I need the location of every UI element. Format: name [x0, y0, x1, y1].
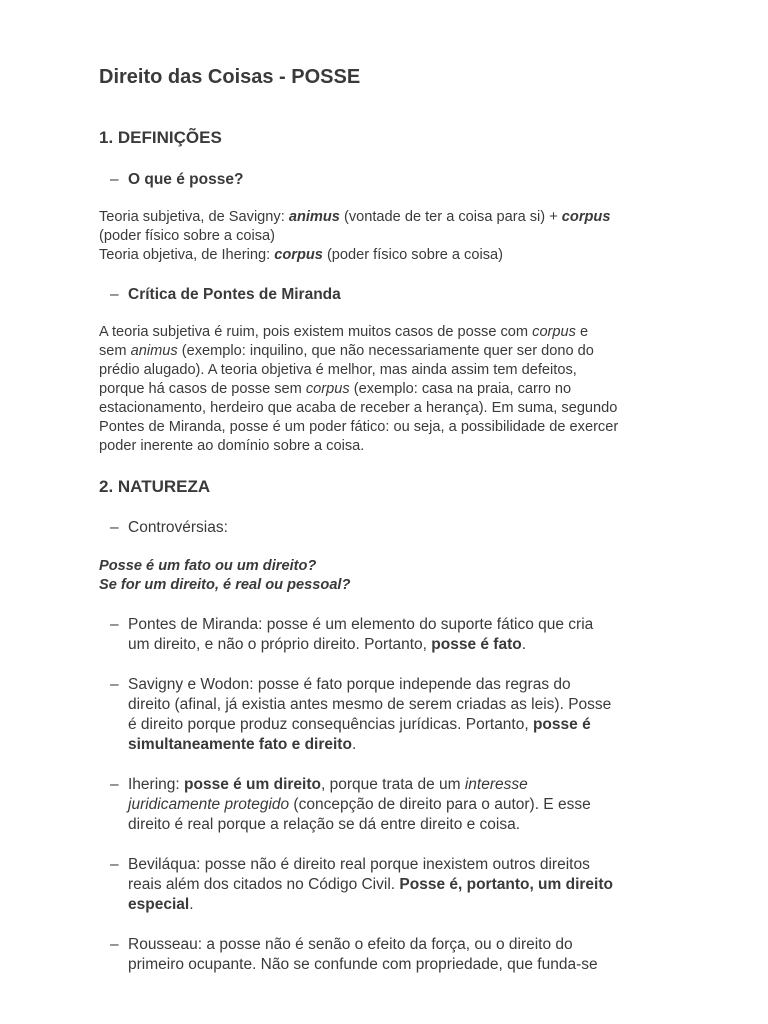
dash-bullet: –: [110, 856, 119, 873]
section-heading-natureza: 2. NATUREZA: [99, 477, 211, 496]
subheading-text: Crítica de Pontes de Miranda: [128, 286, 341, 303]
paragraph-teorias: [99, 208, 674, 265]
text-line: (poder físico sobre a coisa): [99, 228, 276, 244]
list-item-text: Ihering: posse é um direito, porque trata de um interesse juridicamente protegido (concepção de direito para o autor). E esse direito é real porque a relação se dá entre direito e coisa.: [128, 776, 591, 833]
text-line: estacionamento, herdeiro que acaba de receber a herança). Em suma, segundo: [99, 400, 618, 416]
list-item-text: Savigny e Wodon: posse é fato porque independe das regras do direito (afinal, já existia antes mesmo de serem criadas as leis). Posse é direito porque produz consequências jurídicas. Portanto, posse é simultaneamente fato e direito.: [128, 676, 612, 753]
text-line: poder inerente ao domínio sobre a coisa.: [99, 438, 365, 454]
subheading-text: O que é posse?: [128, 171, 244, 188]
dash-bullet: –: [110, 676, 119, 693]
list-item-text: Pontes de Miranda: posse é um elemento do suporte fático que cria um direito, e não o próprio direito. Portanto, posse é fato.: [128, 616, 594, 653]
list-item-savigny: [110, 675, 670, 755]
text-line: A teoria subjetiva é ruim, pois existem muitos casos de posse com corpus e: [99, 324, 589, 340]
text-line: Posse é um fato ou um direito?: [99, 558, 317, 574]
text-line: Teoria objetiva, de Ihering: corpus (poder físico sobre a coisa): [99, 247, 503, 263]
list-item-text: Beviláqua: posse não é direito real porque inexistem outros direitos reais além dos citados no Código Civil. Posse é, portanto, um direito especial.: [128, 856, 613, 913]
dash-bullet: –: [110, 286, 119, 303]
text-line: Se for um direito, é real ou pessoal?: [99, 577, 351, 593]
list-item-rousseau: [110, 935, 670, 975]
subheading-critica-pontes: [110, 285, 670, 305]
section-heading-definicoes: 1. DEFINIÇÕES: [99, 128, 222, 147]
paragraph-perguntas: [99, 557, 674, 595]
dash-bullet: –: [110, 519, 119, 536]
text-line: porque há casos de posse sem corpus (exemplo: casa na praia, carro no: [99, 381, 572, 397]
document-title: Direito das Coisas - POSSE: [99, 66, 361, 88]
text-line: prédio alugado). A teoria objetiva é melhor, mas ainda assim tem defeitos,: [99, 362, 577, 378]
text-line: sem animus (exemplo: inquilino, que não necessariamente quer ser dono do: [99, 343, 594, 359]
paragraph-critica: [99, 323, 674, 456]
list-item-text: Controvérsias:: [128, 519, 228, 536]
list-item-pontes: [110, 615, 670, 655]
list-item-text: Rousseau: a posse não é senão o efeito da força, ou o direito do primeiro ocupante. Não se confunde com propriedade, que funda-se: [128, 936, 598, 973]
subheading-o-que-e-posse: [110, 170, 670, 190]
list-item-controversias: [110, 518, 670, 538]
list-item-ihering: [110, 775, 670, 835]
text-line: Teoria subjetiva, de Savigny: animus (vontade de ter a coisa para si) + corpus: [99, 209, 611, 225]
text-line: Pontes de Miranda, posse é um poder fático: ou seja, a possibilidade de exercer: [99, 419, 619, 435]
dash-bullet: –: [110, 171, 119, 188]
list-item-bevilaqua: [110, 855, 670, 915]
dash-bullet: –: [110, 776, 119, 793]
dash-bullet: –: [110, 936, 119, 953]
dash-bullet: –: [110, 616, 119, 633]
